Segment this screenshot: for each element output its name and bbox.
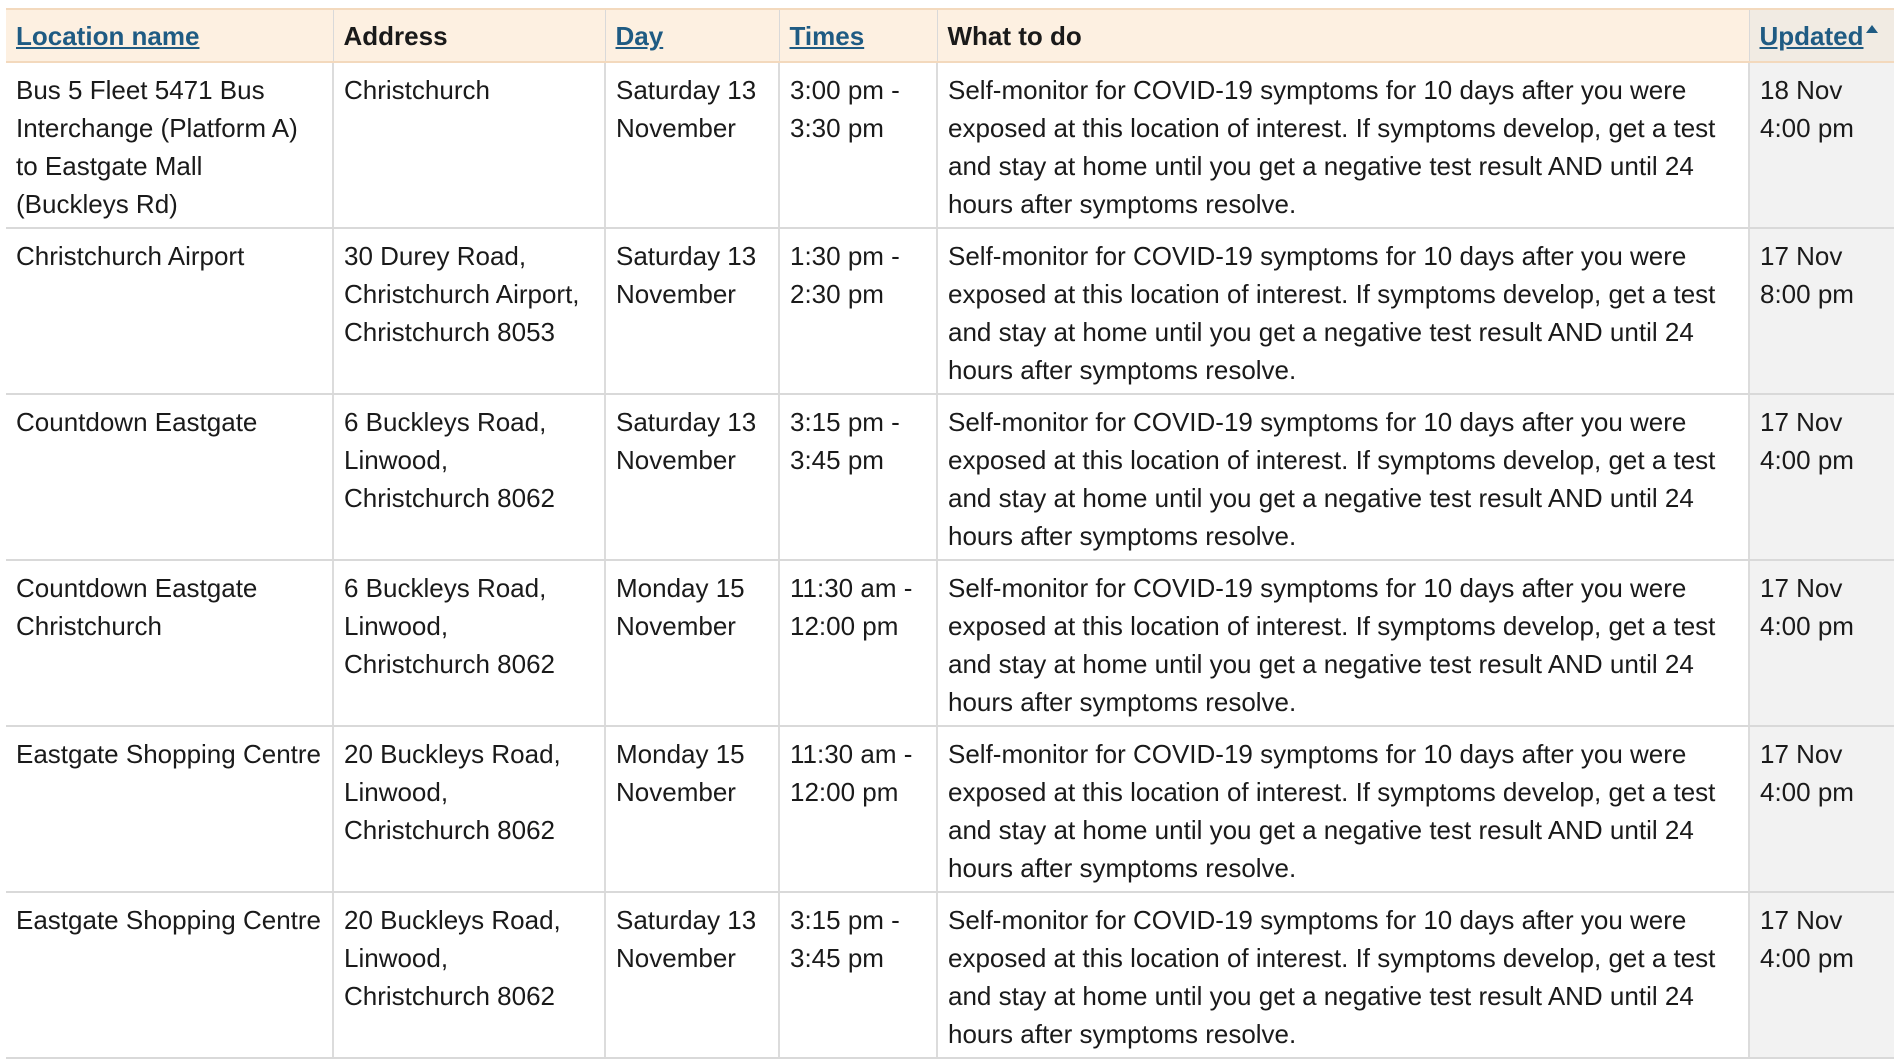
cell-updated: 17 Nov 4:00 pm	[1749, 726, 1894, 892]
cell-location: Eastgate Shopping Centre	[6, 726, 333, 892]
locations-of-interest-table	[6, 8, 1894, 1059]
cell-what-to-do: Self-monitor for COVID-19 symptoms for 10 days after you were exposed at this location of interest. If symptoms develop, get a test and stay at home until you get a negative test result AND until 24 hours after symptoms resolve.	[937, 892, 1749, 1058]
cell-updated: 17 Nov 8:00 pm	[1749, 228, 1894, 394]
table-row	[6, 892, 1894, 1058]
cell-what-to-do: Self-monitor for COVID-19 symptoms for 10 days after you were exposed at this location of interest. If symptoms develop, get a test and stay at home until you get a negative test result AND until 24 hours after symptoms resolve.	[937, 228, 1749, 394]
cell-address: 20 Buckleys Road, Linwood, Christchurch 8062	[333, 892, 605, 1058]
table-header	[6, 9, 1894, 62]
cell-address: Christchurch	[333, 62, 605, 228]
table-row	[6, 394, 1894, 560]
sort-ascending-icon	[1866, 25, 1878, 33]
table-row	[6, 228, 1894, 394]
header-day	[605, 9, 779, 62]
cell-day: Monday 15 November	[605, 726, 779, 892]
cell-times: 3:15 pm - 3:45 pm	[779, 394, 937, 560]
cell-location: Countdown Eastgate	[6, 394, 333, 560]
cell-times: 1:30 pm - 2:30 pm	[779, 228, 937, 394]
cell-day: Saturday 13 November	[605, 892, 779, 1058]
cell-address: 6 Buckleys Road, Linwood, Christchurch 8062	[333, 560, 605, 726]
sort-updated-link[interactable]: Updated	[1759, 21, 1864, 51]
cell-what-to-do: Self-monitor for COVID-19 symptoms for 10 days after you were exposed at this location of interest. If symptoms develop, get a test and stay at home until you get a negative test result AND until 24 hours after symptoms resolve.	[937, 394, 1749, 560]
cell-location: Bus 5 Fleet 5471 Bus Interchange (Platform A) to Eastgate Mall (Buckleys Rd)	[6, 62, 333, 228]
cell-updated: 17 Nov 4:00 pm	[1749, 560, 1894, 726]
cell-location: Eastgate Shopping Centre	[6, 892, 333, 1058]
header-address	[333, 9, 605, 62]
table-row	[6, 726, 1894, 892]
cell-times: 11:30 am - 12:00 pm	[779, 560, 937, 726]
cell-day: Monday 15 November	[605, 560, 779, 726]
table-row	[6, 560, 1894, 726]
header-updated	[1749, 9, 1894, 62]
cell-location: Christchurch Airport	[6, 228, 333, 394]
cell-address: 6 Buckleys Road, Linwood, Christchurch 8062	[333, 394, 605, 560]
sort-times-link[interactable]: Times	[789, 21, 865, 51]
table-row	[6, 62, 1894, 228]
header-row	[6, 9, 1894, 62]
table-body	[6, 62, 1894, 1058]
cell-times: 3:00 pm - 3:30 pm	[779, 62, 937, 228]
cell-day: Saturday 13 November	[605, 394, 779, 560]
header-what-to-do	[937, 9, 1749, 62]
header-what-to-do-label: What to do	[947, 21, 1082, 51]
cell-what-to-do: Self-monitor for COVID-19 symptoms for 10 days after you were exposed at this location of interest. If symptoms develop, get a test and stay at home until you get a negative test result AND until 24 hours after symptoms resolve.	[937, 726, 1749, 892]
cell-what-to-do: Self-monitor for COVID-19 symptoms for 10 days after you were exposed at this location of interest. If symptoms develop, get a test and stay at home until you get a negative test result AND until 24 hours after symptoms resolve.	[937, 62, 1749, 228]
cell-day: Saturday 13 November	[605, 62, 779, 228]
sort-day-link[interactable]: Day	[615, 21, 664, 51]
cell-updated: 17 Nov 4:00 pm	[1749, 394, 1894, 560]
cell-address: 20 Buckleys Road, Linwood, Christchurch 8062	[333, 726, 605, 892]
header-times	[779, 9, 937, 62]
sort-location-name-link[interactable]: Location name	[16, 21, 200, 51]
cell-what-to-do: Self-monitor for COVID-19 symptoms for 10 days after you were exposed at this location of interest. If symptoms develop, get a test and stay at home until you get a negative test result AND until 24 hours after symptoms resolve.	[937, 560, 1749, 726]
header-address-label: Address	[343, 21, 448, 51]
header-location	[6, 9, 333, 62]
cell-updated: 18 Nov 4:00 pm	[1749, 62, 1894, 228]
cell-day: Saturday 13 November	[605, 228, 779, 394]
cell-updated: 17 Nov 4:00 pm	[1749, 892, 1894, 1058]
cell-times: 3:15 pm - 3:45 pm	[779, 892, 937, 1058]
cell-address: 30 Durey Road, Christchurch Airport, Christchurch 8053	[333, 228, 605, 394]
cell-location: Countdown Eastgate Christchurch	[6, 560, 333, 726]
cell-times: 11:30 am - 12:00 pm	[779, 726, 937, 892]
